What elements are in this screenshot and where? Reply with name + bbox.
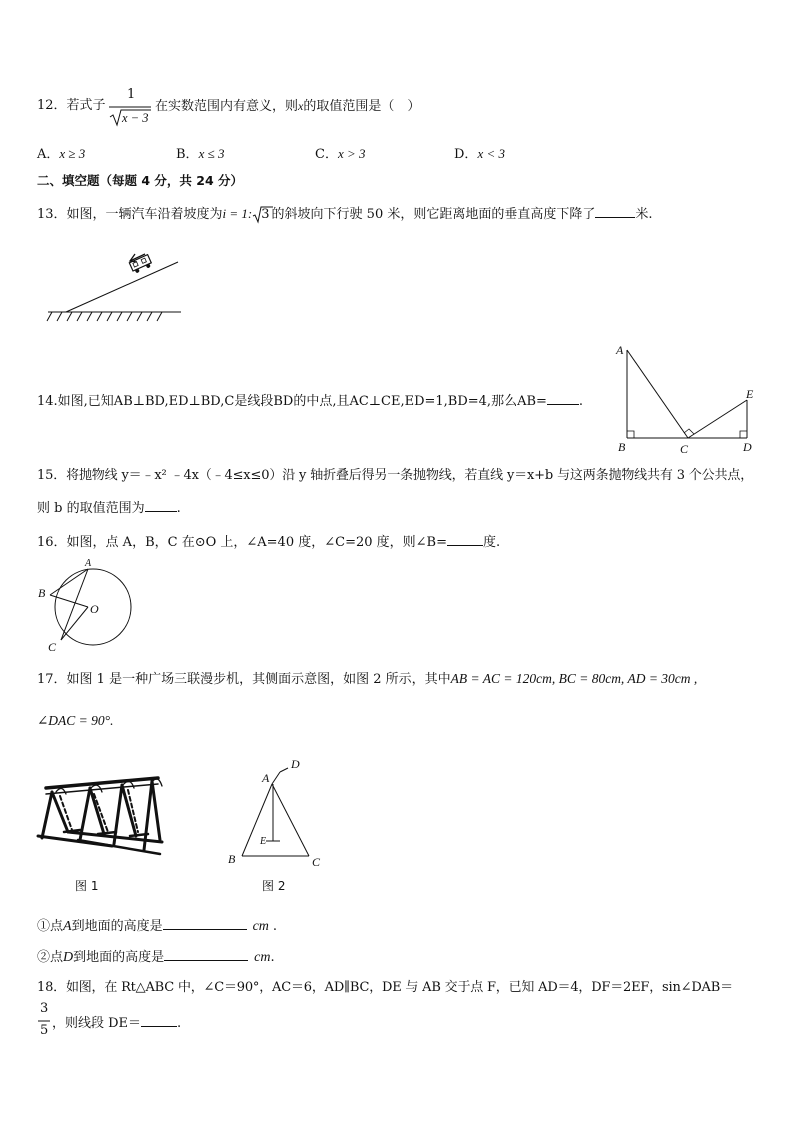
- q15-line1: 15．将抛物线 y＝﹣x² ﹣4x（﹣4≤x≤0）沿 y 轴折叠后得另一条抛物线，若直线 y＝x+b 与这两条抛物线共有 3 个公共点，: [37, 468, 754, 483]
- label-C: C: [48, 640, 57, 654]
- label-A: A: [616, 343, 624, 357]
- q16-stem: [37, 531, 500, 552]
- q14-figure: [610, 340, 770, 455]
- q17-sub1-pre: ①点: [37, 919, 64, 934]
- q18-fraction: [37, 1000, 51, 1042]
- label-D: D: [291, 757, 300, 771]
- q14-text: 14.如图,已知AB⊥BD,ED⊥BD,C是线段BD的中点,且AC⊥CE,ED=1,BD=4,那么AB=: [37, 394, 547, 409]
- q17-fig1-caption: 图 1: [75, 879, 99, 893]
- q14-end: .: [578, 394, 584, 409]
- q18-frac-denominator: 5: [40, 1023, 49, 1038]
- q17-fig2-caption: 图 2: [262, 879, 286, 893]
- q13-slope: i = 1:: [222, 206, 253, 221]
- label-C: C: [312, 855, 321, 869]
- segment-D-tail: [280, 768, 288, 772]
- q13-unit: 米.: [635, 207, 653, 222]
- q12-option-b[interactable]: [176, 145, 224, 164]
- segment-AD: [272, 772, 280, 784]
- q17-sub2-mid: 到地面的高度是: [73, 950, 165, 965]
- q18-frac-numerator: 3: [40, 1001, 49, 1016]
- q12-stem: [37, 97, 106, 115]
- q15-answer-blank[interactable]: [145, 497, 177, 512]
- q13-sqrt: [252, 206, 269, 224]
- option-text: x > 3: [337, 146, 366, 161]
- q17-line2: ∠DAC = 90°.: [37, 713, 114, 728]
- q12-after: 在实数范围内有意义，则: [155, 99, 299, 114]
- q18-text: ，则线段 DE＝: [52, 1016, 142, 1031]
- q14-answer-blank[interactable]: [547, 390, 579, 405]
- segment-AB: [242, 784, 272, 856]
- right-angle-B: [627, 431, 634, 438]
- q17-sub2-answer-blank[interactable]: [164, 946, 248, 961]
- q14-stem: [37, 390, 583, 411]
- q15-line2: [37, 497, 181, 518]
- q15-end: .: [176, 501, 181, 516]
- q16-figure: [35, 553, 145, 653]
- option-text: x ≤ 3: [198, 146, 225, 161]
- q12-number: 12．若式子: [37, 98, 106, 113]
- ground-hatching: [47, 312, 162, 321]
- option-text: x < 3: [477, 146, 505, 161]
- q17-sub2-unit: cm: [254, 950, 271, 965]
- label-A: A: [85, 558, 92, 569]
- label-D: D: [743, 440, 752, 454]
- label-B: B: [38, 586, 46, 600]
- q17-sub2-end: .: [270, 950, 275, 965]
- chord-AB: [50, 569, 88, 595]
- q17-sub2-pre: ②点: [37, 950, 64, 965]
- label-C: C: [680, 442, 689, 456]
- label-B: B: [618, 440, 626, 454]
- label-B: B: [228, 852, 236, 866]
- q13-sqrt-value: 3: [261, 207, 270, 222]
- q16-answer-blank[interactable]: [447, 531, 483, 546]
- q12-after2: 的取值范围是（ ）: [303, 99, 421, 114]
- q17-equation: AB = AC = 120cm, BC = 80cm, AD = 30cm ,: [450, 671, 698, 686]
- q13-stem: [37, 203, 653, 224]
- q18-end: .: [177, 1016, 182, 1031]
- option-text: x ≥ 3: [59, 146, 86, 161]
- q13-answer-blank[interactable]: [595, 203, 635, 218]
- q12-option-c[interactable]: [315, 145, 366, 164]
- right-angle-C: [684, 429, 694, 434]
- option-letter: D．: [454, 147, 478, 162]
- segment-CE: [688, 400, 747, 438]
- label-A: A: [262, 771, 270, 785]
- q12-stem-rest: [155, 97, 420, 116]
- q17-figure1: [32, 770, 162, 860]
- q12-option-d[interactable]: [454, 145, 505, 164]
- q16-text: 16．如图，点 A，B，C 在⊙O 上，∠A=40 度，∠C=20 度，则∠B=: [37, 535, 447, 550]
- q16-end: 度.: [482, 535, 501, 550]
- q17-line1: [37, 670, 697, 689]
- q17-sub1-end: .: [272, 919, 278, 934]
- q12-frac-denominator: x − 3: [122, 111, 149, 125]
- q17-sub2-var: D: [63, 950, 74, 965]
- q17-sub1: [37, 915, 277, 936]
- q15-text: 则 b 的取值范围为: [37, 501, 145, 516]
- label-E: E: [746, 387, 754, 401]
- q12-frac-numerator: 1: [127, 87, 136, 102]
- q17-figure2: [222, 752, 332, 872]
- label-O: O: [90, 602, 99, 616]
- q12-var: x: [298, 99, 304, 113]
- option-letter: A．: [37, 147, 60, 162]
- q12-option-a[interactable]: [37, 145, 85, 164]
- option-letter: C．: [315, 147, 338, 162]
- q17-sub1-unit: cm: [252, 919, 269, 934]
- q18-answer-blank[interactable]: [141, 1012, 177, 1027]
- section-title: 二、填空题（每题 4 分，共 24 分）: [37, 173, 244, 188]
- q13-pre: 13．如图，一辆汽车沿着坡度为: [37, 207, 223, 222]
- q13-post: 的斜坡向下行驶 50 米，则它距离地面的垂直高度下降了: [271, 207, 596, 222]
- label-E: E: [260, 836, 267, 847]
- q17-text: 17．如图 1 是一种广场三联漫步机，其侧面示意图，如图 2 所示，其中: [37, 672, 451, 687]
- segment-AC: [272, 784, 309, 856]
- q17-sub2: [37, 946, 275, 967]
- chord-AC: [61, 569, 88, 640]
- q12-fraction: [107, 86, 153, 128]
- q17-sub1-mid: 到地面的高度是: [71, 919, 163, 934]
- q17-sub1-answer-blank[interactable]: [163, 915, 247, 930]
- q17-sub1-var: A: [63, 919, 72, 934]
- option-letter: B．: [176, 147, 199, 162]
- q18-line2: [52, 1012, 181, 1033]
- q13-figure: [38, 245, 188, 335]
- q18-line1: 18．如图，在 Rt△ABC 中，∠C＝90°，AC＝6，AD∥BC，DE 与 AB 交于点 F，已知 AD＝4，DF＝2EF，sin∠DAB＝: [37, 980, 733, 995]
- slope-line: [66, 262, 178, 312]
- segment-CO: [61, 607, 88, 640]
- segment-AC: [627, 350, 688, 438]
- right-angle-D: [740, 431, 747, 438]
